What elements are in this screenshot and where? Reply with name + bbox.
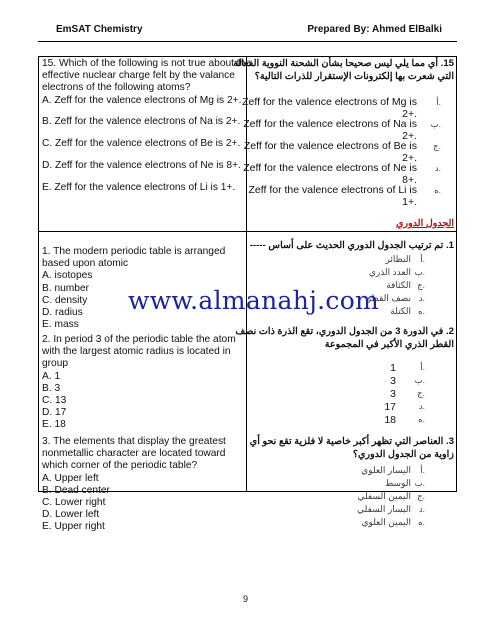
q3-ar-opt-text: اليسار السفلي: [357, 504, 411, 514]
q1-ar-opt-text: الكتلة: [390, 306, 411, 316]
q2-en-option-c: C. 13: [42, 395, 67, 407]
q15-ar-opt-text: Zeff for the valence electrons of Li is: [248, 184, 417, 196]
q15-ar-line: التي شعرت بها إلكترونات الإستقرار للذرات التالية؟: [254, 71, 454, 82]
q15-en-option-c: C. Zeff for the valence electrons of Be is 2+.: [42, 138, 241, 149]
header-rule: [38, 41, 457, 42]
q15-en-option-e: E. Zeff for the valence electrons of Li is 1+.: [42, 182, 236, 193]
q15-ar-line: 15. أي مما يلي ليس صحيحا بشأن الشحنة النووية الفعالة: [233, 58, 454, 69]
q3-ar-opt-letter: ه.: [418, 517, 425, 527]
q3-ar-opt-letter: ب.: [414, 478, 425, 488]
q15-ar-opt-letter: ج.: [433, 141, 441, 151]
q2-ar-opt-letter: د.: [418, 401, 425, 411]
q2-ar-opt-letter: أ.: [420, 362, 425, 372]
q3-ar-opt-letter: ج.: [417, 491, 425, 501]
q3-ar-opt-text: اليسار العلوي: [361, 465, 411, 475]
q3-en-option-b: B. Dead center: [42, 484, 110, 496]
q3-en-line: nonmetallic character are located toward: [42, 448, 226, 460]
q15-en-line: 15. Which of the following is not true about the: [42, 58, 251, 69]
q15-en-line: effective nuclear charge felt by the valance: [42, 70, 235, 82]
q2-ar-opt-letter: ب.: [414, 375, 425, 385]
q2-ar-line: القطر الذري الأكبر في المجموعة: [324, 339, 454, 350]
q15-ar-opt-text: Zeff for the valence electrons of Mg is: [242, 96, 417, 108]
page-number: 9: [243, 594, 249, 604]
q15-ar-opt-letter: أ.: [436, 97, 441, 107]
q15-ar-opt-letter: ب.: [430, 119, 441, 129]
section-heading-periodic-table: الجدول الدوري: [396, 218, 454, 229]
header-left-title: EmSAT Chemistry: [56, 24, 143, 35]
q15-en-line: electrons of the following atoms?: [42, 82, 191, 94]
q1-ar-opt-letter: ج.: [417, 280, 425, 290]
q1-ar-opt-text: العدد الذري: [368, 267, 411, 277]
q15-en-option-a: A. Zeff for the valence electrons of Mg is 2+.: [42, 94, 242, 106]
q2-en-line: 2. In period 3 of the periodic table the atom: [42, 334, 236, 345]
watermark-url: www.almanahj.com: [128, 286, 380, 315]
q1-en-line: based upon atomic: [42, 258, 129, 270]
q3-ar-options: [260, 465, 451, 531]
q3-en-line: which corner of the periodic table?: [42, 460, 198, 472]
q3-en-block: [42, 436, 226, 534]
q3-ar-opt-text: الوسط: [385, 478, 411, 488]
q15-ar-opt-letter: ه.: [434, 185, 441, 195]
q2-ar-opt-value: 17: [384, 401, 396, 413]
q2-ar-opt-letter: ه.: [418, 414, 425, 424]
q15-ar-opt-text: Zeff for the valence electrons of Be is: [243, 140, 417, 152]
q2-ar-opt-value: 1: [390, 362, 396, 374]
q3-ar-opt-text: اليمين السفلي: [357, 491, 411, 501]
q2-en-line: with the largest atomic radius is located in: [42, 346, 231, 358]
q1-ar-opt-letter: ب.: [414, 267, 425, 277]
q3-ar-opt-letter: أ.: [420, 465, 425, 475]
q1-ar-opt-letter: ه.: [418, 306, 425, 316]
q15-ar-opt-text2: 2+.: [402, 130, 417, 142]
q2-ar-opt-value: 3: [390, 388, 396, 400]
q1-ar-opt-text: الكثافة: [386, 280, 411, 290]
q2-ar-opt-value: 3: [390, 375, 396, 387]
q1-en-option-b: B. number: [42, 282, 89, 294]
q2-en-line: group: [42, 358, 69, 370]
row-separator-1: [38, 231, 457, 232]
q15-en-option-d: D. Zeff for the valence electrons of Ne is 8+.: [42, 160, 241, 171]
q1-en-option-a: A. isotopes: [42, 270, 93, 282]
q2-en-option-e: E. 18: [42, 419, 66, 431]
q15-ar-opt-letter: د.: [434, 163, 441, 173]
q2-en-option-d: D. 17: [42, 407, 67, 419]
q3-en-option-e: E. Upper right: [42, 521, 105, 533]
q2-en-option-b: B. 3: [42, 382, 61, 394]
q2-ar-opt-letter: ج.: [417, 388, 425, 398]
q3-ar-line: 3. العناصر التي تظهر أكبر خاصية لا فلزية تقع نحو أي: [249, 436, 454, 447]
q15-ar-opt-text2: 1+.: [402, 196, 417, 208]
q1-ar-opt-letter: أ.: [420, 254, 425, 264]
q3-ar-line: زاوية من الجدول الدوري؟: [352, 449, 454, 460]
q1-en-option-d: D. radius: [42, 307, 83, 319]
q3-en-line: 3. The elements that display the greatest: [42, 436, 226, 447]
q1-en-option-c: C. density: [42, 294, 88, 306]
q1-ar-opt-text: النظائر: [385, 254, 411, 264]
q2-ar-opt-value: 18: [384, 414, 396, 426]
q2-en-option-a: A. 1: [42, 370, 61, 382]
q1-ar-opt-text: نصف القطر: [366, 293, 411, 303]
q3-en-option-d: D. Lower left: [42, 509, 100, 521]
header-right-author: Prepared By: Ahmed ElBalki: [307, 24, 442, 35]
q1-en-line: 1. The modern periodic table is arranged: [42, 246, 226, 257]
q2-en-block: [42, 334, 236, 432]
q15-ar-opt-text2: 2+.: [402, 152, 417, 164]
q15-ar-opt-text: Zeff for the valence electrons of Na is: [243, 118, 417, 130]
q15-ar-opt-text2: 8+.: [402, 174, 417, 186]
q3-ar-opt-text: اليمين العلوي: [361, 517, 411, 527]
q1-ar-opt-letter: د.: [418, 293, 425, 303]
q15-en-option-b: B. Zeff for the valence electrons of Na is 2+.: [42, 116, 241, 127]
q2-ar-options: [260, 362, 451, 432]
q3-en-option-a: A. Upper left: [42, 472, 99, 484]
q1-ar-line: 1. تم ترتيب الجدول الدوري الحديث على أساس -----: [249, 240, 454, 251]
q1-en-option-e: E. mass: [42, 319, 79, 331]
q3-ar-opt-letter: د.: [418, 504, 425, 514]
q15-en-block: [42, 58, 251, 107]
q15-ar-opt-text2: 2+.: [402, 108, 417, 120]
q3-en-option-c: C. Lower right: [42, 497, 106, 509]
q2-ar-line: 2. في الدورة 3 من الجدول الدوري، تقع الذرة ذات نصف: [235, 326, 454, 337]
q15-ar-opt-text: Zeff for the valence electrons of Ne is: [243, 162, 417, 174]
